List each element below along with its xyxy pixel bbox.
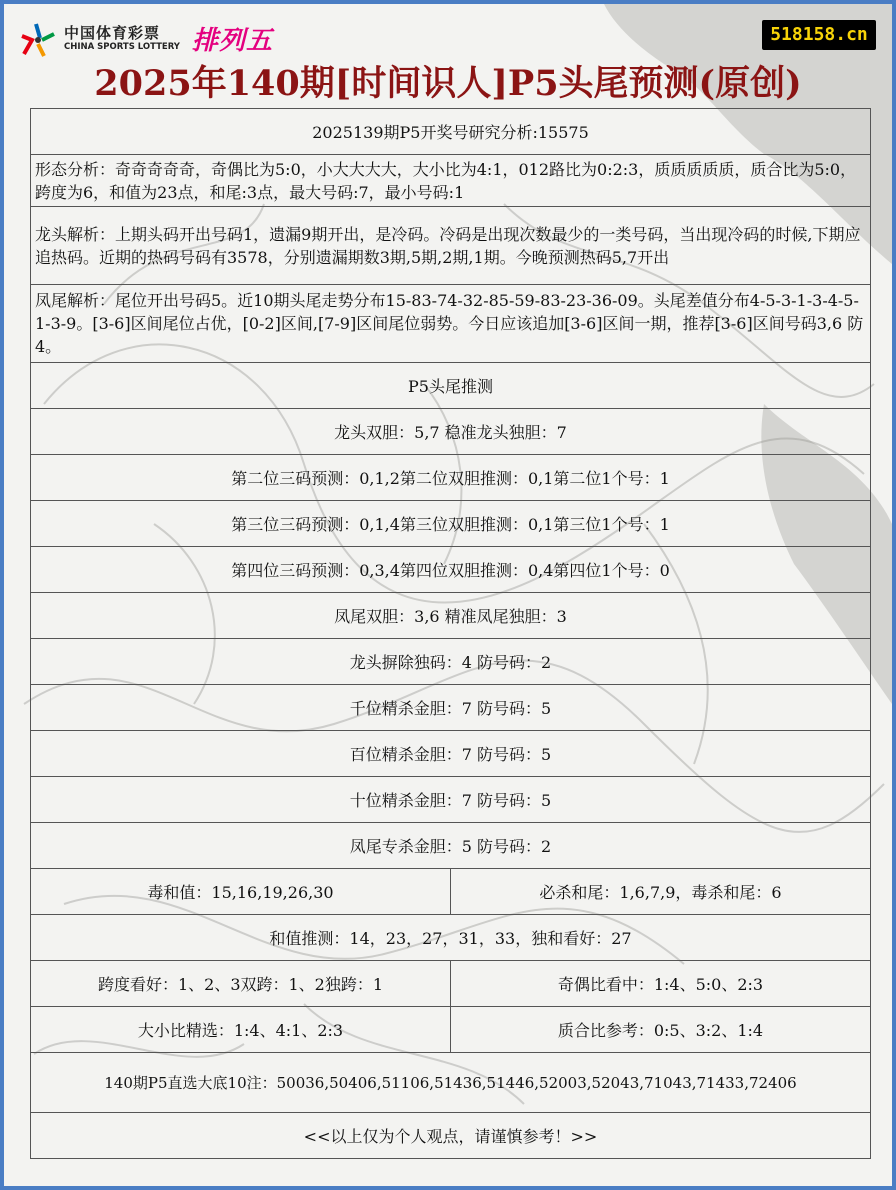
site-badge[interactable]: 518158.cn	[762, 20, 876, 50]
shape-analysis-cell: 形态分析：奇奇奇奇奇，奇偶比为5:0，小大大大大，大小比为4:1，012路比为0:2:3，质质质质质，质合比为5:0，跨度为6，和值为23点，和尾:3点，最大号码:7，最小号码:1	[31, 155, 871, 207]
table-row	[31, 1007, 871, 1053]
tail-kill-cell: 凤尾专杀金胆：5 防号码：2	[31, 823, 871, 869]
disclaimer-cell: <<以上仅为个人观点，请谨慎参考！>>	[31, 1113, 871, 1159]
table-row	[31, 1053, 871, 1113]
table-row	[31, 285, 871, 363]
odd-even-cell: 奇偶比看中：1:4、5:0、2:3	[451, 961, 871, 1007]
table-row	[31, 409, 871, 455]
poster-frame	[4, 4, 892, 1186]
logo-brand-text: 排列五	[192, 26, 274, 56]
tail-analysis-cell: 凤尾解析：尾位开出号码5。近10期头尾走势分布15-83-74-32-85-59-83-23-36-09。头尾差值分布4-5-3-1-3-4-5-1-3-9。[3-6]区间尾位占优，[0-2]区间,[7-9]区间尾位弱势。今日应该追加[3-6]区间一期，推荐[3-6]区间号码3,6 防4。	[31, 285, 871, 363]
position2-cell: 第二位三码预测：0,1,2第二位双胆推测：0,1第二位1个号：1	[31, 455, 871, 501]
page-title: 2025年140期[时间识人]P5头尾预测(原创)	[94, 63, 802, 104]
table-row	[31, 547, 871, 593]
table-row	[31, 207, 871, 285]
big-small-cell: 大小比精选：1:4、4:1、2:3	[31, 1007, 451, 1053]
table-row	[31, 823, 871, 869]
table-row	[31, 639, 871, 685]
table-row	[31, 155, 871, 207]
table-row	[31, 363, 871, 409]
table-row	[31, 109, 871, 155]
position3-cell: 第三位三码预测：0,1,4第三位双胆推测：0,1第三位1个号：1	[31, 501, 871, 547]
head-double-cell: 龙头双胆：5,7 稳准龙头独胆：7	[31, 409, 871, 455]
tens-kill-cell: 十位精杀金胆：7 防号码：5	[31, 777, 871, 823]
kill-sum-tail-cell: 必杀和尾：1,6,7,9，毒杀和尾：6	[451, 869, 871, 915]
prediction-table	[30, 108, 871, 1159]
logo-chinese-text: 中国体育彩票	[64, 24, 161, 42]
prime-composite-cell: 质合比参考：0:5、3:2、1:4	[451, 1007, 871, 1053]
logo-english-text: CHINA SPORTS LOTTERY	[64, 42, 180, 52]
hundreds-kill-cell: 百位精杀金胆：7 防号码：5	[31, 731, 871, 777]
analysis-title-cell: 2025139期P5开奖号研究分析:15575	[31, 109, 871, 155]
tail-double-cell: 凤尾双胆：3,6 精准凤尾独胆：3	[31, 593, 871, 639]
head-analysis-cell: 龙头解析：上期头码开出号码1，遗漏9期开出，是冷码。冷码是出现次数最少的一类号码，当出现冷码的时候,下期应追热码。近期的热码号码有3578，分别遗漏期数3期,5期,2期,1期。今晚预测热码5,7开出	[31, 207, 871, 285]
position4-cell: 第四位三码预测：0,3,4第四位双胆推测：0,4第四位1个号：0	[31, 547, 871, 593]
table-row	[31, 685, 871, 731]
p5-section-title: P5头尾推测	[31, 363, 871, 409]
table-row	[31, 961, 871, 1007]
sum-predict-cell: 和值推测：14，23，27，31，33，独和看好：27	[31, 915, 871, 961]
table-row	[31, 593, 871, 639]
header	[4, 4, 892, 108]
lottery-logo-icon	[18, 20, 58, 60]
poison-sum-cell: 毒和值：15,16,19,26,30	[31, 869, 451, 915]
table-row	[31, 915, 871, 961]
direct-select-cell: 140期P5直选大底10注：50036,50406,51106,51436,51446,52003,52043,71043,71433,72406	[31, 1053, 871, 1113]
table-row	[31, 869, 871, 915]
table-row	[31, 1113, 871, 1159]
table-row	[31, 455, 871, 501]
head-exclude-cell: 龙头摒除独码：4 防号码：2	[31, 639, 871, 685]
table-row	[31, 777, 871, 823]
thousands-kill-cell: 千位精杀金胆：7 防号码：5	[31, 685, 871, 731]
table-row	[31, 731, 871, 777]
span-cell: 跨度看好：1、2、3双跨：1、2独跨：1	[31, 961, 451, 1007]
table-row	[31, 501, 871, 547]
